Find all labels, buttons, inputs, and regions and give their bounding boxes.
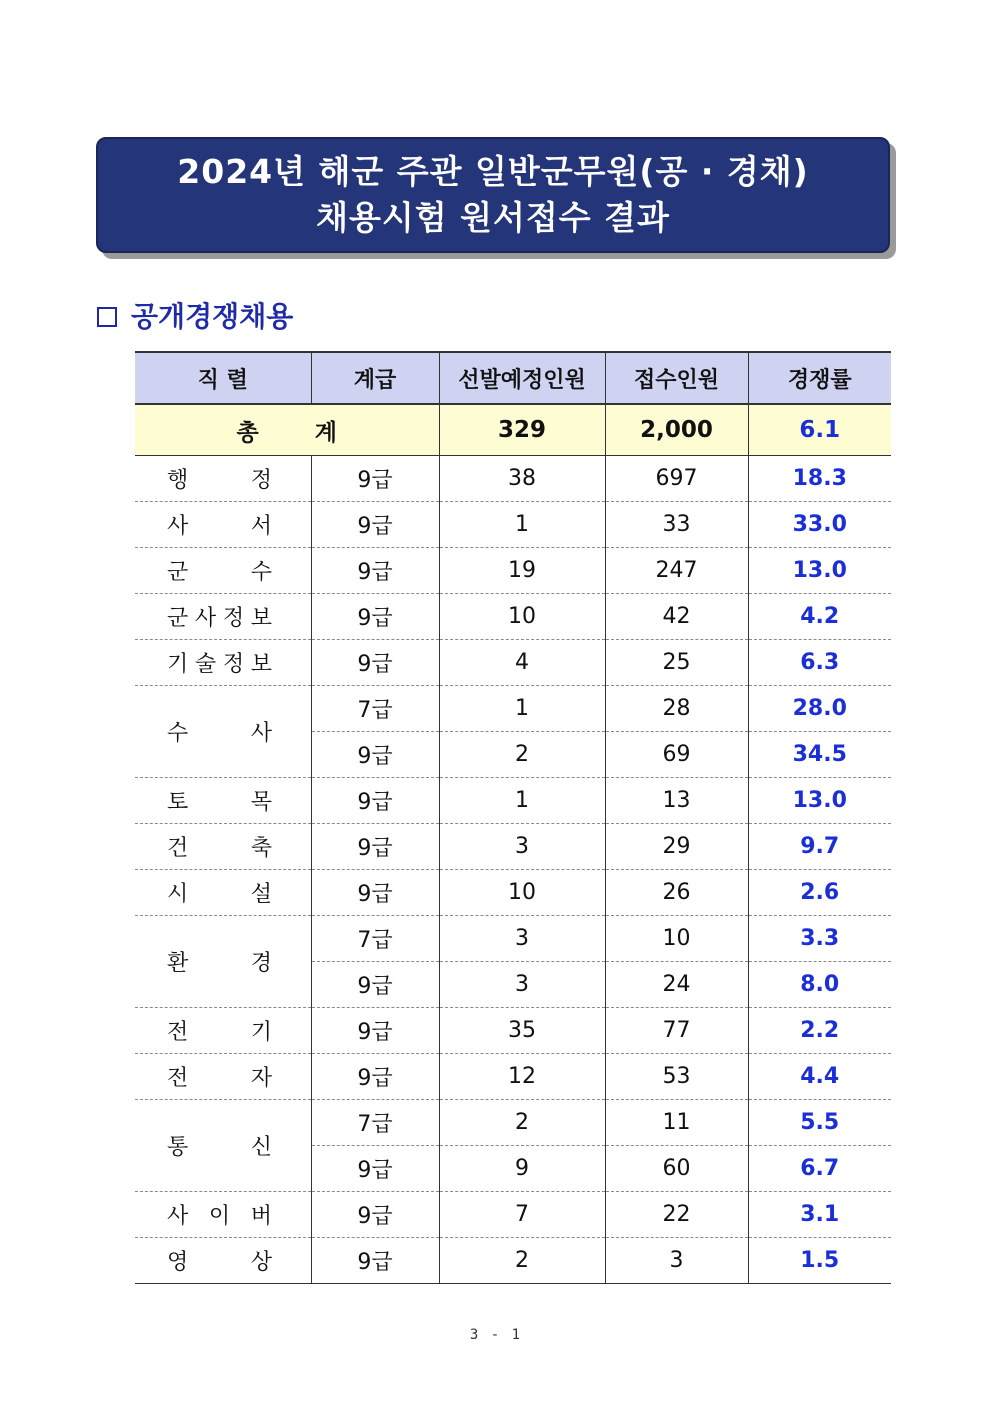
selected-cell: 2 <box>439 1100 605 1146</box>
header-row <box>135 352 891 404</box>
grade-cell: 9급 <box>311 1008 439 1054</box>
job-char: 술 <box>194 652 217 677</box>
selected-cell: 3 <box>439 916 605 962</box>
table-row <box>135 594 891 640</box>
job-cell <box>135 870 311 916</box>
header-ratio: 경쟁률 <box>748 352 891 404</box>
job-cell <box>135 548 311 594</box>
header-grade: 계급 <box>311 352 439 404</box>
job-char: 사 <box>167 514 189 539</box>
table-row <box>135 916 891 962</box>
job-char: 토 <box>167 790 189 815</box>
job-char: 수 <box>250 560 272 585</box>
applied-cell: 33 <box>605 502 748 548</box>
selected-cell: 38 <box>439 456 605 502</box>
job-char: 군 <box>167 560 189 585</box>
job-name <box>167 877 272 908</box>
ratio-cell: 13.0 <box>748 548 891 594</box>
title-line-2: 채용시험 원서접수 결과 <box>316 198 670 237</box>
job-cell <box>135 1238 311 1284</box>
applied-cell: 69 <box>605 732 748 778</box>
table-row <box>135 1100 891 1146</box>
grade-cell: 9급 <box>311 456 439 502</box>
grade-cell: 9급 <box>311 1054 439 1100</box>
job-name <box>167 1015 272 1046</box>
job-name <box>167 831 272 862</box>
job-name <box>167 785 272 816</box>
job-char: 서 <box>250 514 272 539</box>
selected-cell: 1 <box>439 502 605 548</box>
selected-cell: 3 <box>439 962 605 1008</box>
job-name <box>167 601 272 632</box>
total-label <box>135 404 439 456</box>
total-selected: 329 <box>439 404 605 456</box>
applied-cell: 29 <box>605 824 748 870</box>
grade-cell: 9급 <box>311 1238 439 1284</box>
ratio-cell: 5.5 <box>748 1100 891 1146</box>
total-row <box>135 404 891 456</box>
grade-cell: 9급 <box>311 1192 439 1238</box>
ratio-cell: 4.4 <box>748 1054 891 1100</box>
job-char: 설 <box>250 882 272 907</box>
selected-cell: 2 <box>439 732 605 778</box>
job-char: 환 <box>167 951 189 976</box>
applied-cell: 11 <box>605 1100 748 1146</box>
table-row <box>135 1238 891 1284</box>
grade-cell: 9급 <box>311 548 439 594</box>
job-name <box>167 1061 272 1092</box>
job-cell <box>135 1054 311 1100</box>
job-name <box>167 716 272 747</box>
applied-cell: 24 <box>605 962 748 1008</box>
job-char: 사 <box>194 606 217 631</box>
job-char: 통 <box>167 1135 189 1160</box>
job-char: 사 <box>167 1204 189 1229</box>
selected-cell: 10 <box>439 870 605 916</box>
grade-cell: 7급 <box>311 1100 439 1146</box>
selected-cell: 10 <box>439 594 605 640</box>
job-char: 시 <box>167 882 189 907</box>
job-char: 정 <box>222 652 245 677</box>
grade-cell: 9급 <box>311 594 439 640</box>
job-char: 버 <box>250 1204 272 1229</box>
ratio-cell: 6.3 <box>748 640 891 686</box>
job-cell <box>135 640 311 686</box>
job-cell <box>135 502 311 548</box>
job-char: 전 <box>167 1066 189 1091</box>
grade-cell: 9급 <box>311 824 439 870</box>
table-row <box>135 870 891 916</box>
job-char: 목 <box>250 790 272 815</box>
job-cell <box>135 916 311 1008</box>
selected-cell: 35 <box>439 1008 605 1054</box>
applied-cell: 697 <box>605 456 748 502</box>
table-row <box>135 548 891 594</box>
job-char: 기 <box>167 652 189 677</box>
table-row <box>135 1054 891 1100</box>
job-char: 사 <box>250 721 272 746</box>
grade-cell: 9급 <box>311 778 439 824</box>
applied-cell: 13 <box>605 778 748 824</box>
total-label-a: 총 <box>236 419 259 446</box>
job-name <box>167 1130 272 1161</box>
job-name <box>167 555 272 586</box>
table-row <box>135 778 891 824</box>
total-label-b: 계 <box>314 419 337 446</box>
job-char: 기 <box>250 1020 272 1045</box>
title-banner <box>96 137 890 253</box>
applied-cell: 77 <box>605 1008 748 1054</box>
table-row <box>135 456 891 502</box>
selected-cell: 3 <box>439 824 605 870</box>
job-cell <box>135 1100 311 1192</box>
job-char: 신 <box>250 1135 272 1160</box>
ratio-cell: 8.0 <box>748 962 891 1008</box>
grade-cell: 9급 <box>311 962 439 1008</box>
job-cell <box>135 456 311 502</box>
job-char: 상 <box>250 1250 272 1275</box>
grade-cell: 9급 <box>311 870 439 916</box>
selected-cell: 1 <box>439 778 605 824</box>
table-row <box>135 640 891 686</box>
selected-cell: 1 <box>439 686 605 732</box>
applied-cell: 53 <box>605 1054 748 1100</box>
job-cell <box>135 1192 311 1238</box>
job-name <box>167 946 272 977</box>
applied-cell: 247 <box>605 548 748 594</box>
grade-cell: 9급 <box>311 732 439 778</box>
job-name <box>167 1199 272 1230</box>
job-char: 영 <box>167 1250 189 1275</box>
job-cell <box>135 594 311 640</box>
applied-cell: 42 <box>605 594 748 640</box>
applied-cell: 10 <box>605 916 748 962</box>
results-table <box>135 351 891 1284</box>
job-name <box>167 509 272 540</box>
table-row <box>135 686 891 732</box>
job-name <box>167 463 272 494</box>
job-cell <box>135 1008 311 1054</box>
job-char: 자 <box>250 1066 272 1091</box>
selected-cell: 19 <box>439 548 605 594</box>
ratio-cell: 1.5 <box>748 1238 891 1284</box>
job-char: 건 <box>167 836 189 861</box>
ratio-cell: 3.1 <box>748 1192 891 1238</box>
job-char: 경 <box>250 951 272 976</box>
total-applied: 2,000 <box>605 404 748 456</box>
grade-cell: 9급 <box>311 502 439 548</box>
ratio-cell: 13.0 <box>748 778 891 824</box>
grade-cell: 9급 <box>311 640 439 686</box>
header-selected: 선발예정인원 <box>439 352 605 404</box>
job-char: 보 <box>250 652 272 677</box>
page-number: 3 - 1 <box>469 1327 523 1343</box>
total-ratio: 6.1 <box>748 404 891 456</box>
ratio-cell: 33.0 <box>748 502 891 548</box>
selected-cell: 4 <box>439 640 605 686</box>
grade-cell: 9급 <box>311 1146 439 1192</box>
applied-cell: 22 <box>605 1192 748 1238</box>
selected-cell: 12 <box>439 1054 605 1100</box>
header-applied: 접수인원 <box>605 352 748 404</box>
job-char: 정 <box>250 468 272 493</box>
checkbox-square-icon <box>97 307 117 327</box>
applied-cell: 28 <box>605 686 748 732</box>
ratio-cell: 9.7 <box>748 824 891 870</box>
table-row <box>135 824 891 870</box>
selected-cell: 7 <box>439 1192 605 1238</box>
job-char: 수 <box>167 721 189 746</box>
ratio-cell: 2.6 <box>748 870 891 916</box>
title-line-1: 2024년 해군 주관 일반군무원(공 · 경채) <box>177 152 809 191</box>
ratio-cell: 28.0 <box>748 686 891 732</box>
job-cell <box>135 778 311 824</box>
job-cell <box>135 824 311 870</box>
job-char: 정 <box>222 606 245 631</box>
job-name <box>167 647 272 678</box>
job-char: 이 <box>208 1204 231 1229</box>
job-char: 군 <box>167 606 189 631</box>
applied-cell: 3 <box>605 1238 748 1284</box>
table-row <box>135 502 891 548</box>
section-title: 공개경쟁채용 <box>131 300 294 333</box>
grade-cell: 7급 <box>311 686 439 732</box>
job-char: 전 <box>167 1020 189 1045</box>
table-row <box>135 1192 891 1238</box>
applied-cell: 60 <box>605 1146 748 1192</box>
job-cell <box>135 686 311 778</box>
table-body <box>135 456 891 1284</box>
job-char: 행 <box>167 468 189 493</box>
section-heading <box>97 297 293 337</box>
grade-cell: 7급 <box>311 916 439 962</box>
ratio-cell: 2.2 <box>748 1008 891 1054</box>
header-job: 직 렬 <box>135 352 311 404</box>
ratio-cell: 6.7 <box>748 1146 891 1192</box>
selected-cell: 2 <box>439 1238 605 1284</box>
job-name <box>167 1245 272 1276</box>
job-char: 보 <box>250 606 272 631</box>
selected-cell: 9 <box>439 1146 605 1192</box>
applied-cell: 25 <box>605 640 748 686</box>
ratio-cell: 3.3 <box>748 916 891 962</box>
job-char: 축 <box>250 836 272 861</box>
table-row <box>135 1008 891 1054</box>
ratio-cell: 18.3 <box>748 456 891 502</box>
applied-cell: 26 <box>605 870 748 916</box>
ratio-cell: 34.5 <box>748 732 891 778</box>
ratio-cell: 4.2 <box>748 594 891 640</box>
